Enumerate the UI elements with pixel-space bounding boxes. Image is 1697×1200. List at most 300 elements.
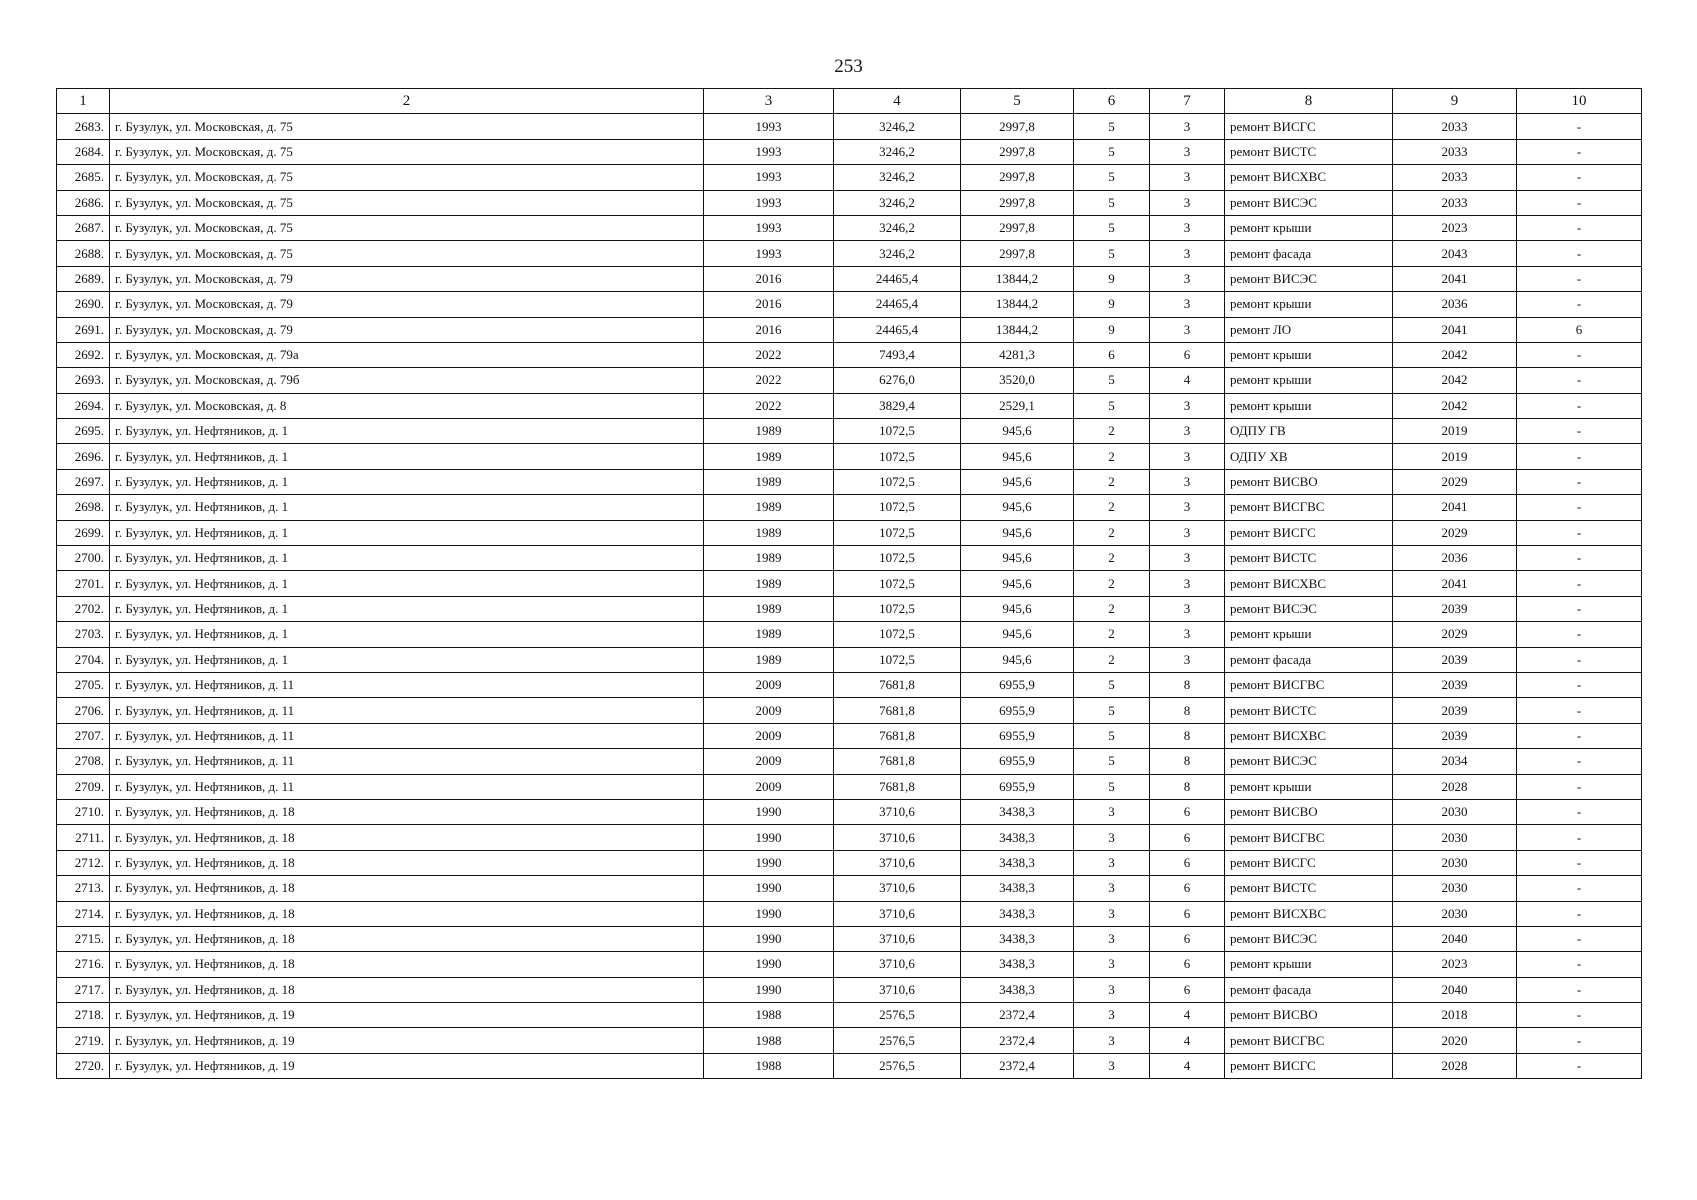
- address-cell: г. Бузулук, ул. Московская, д. 75: [110, 190, 704, 215]
- planned-year-cell: 2042: [1393, 342, 1517, 367]
- floors-cell: 3: [1074, 1003, 1150, 1028]
- total-area-cell: 3246,2: [834, 139, 961, 164]
- address-cell: г. Бузулук, ул. Нефтяников, д. 1: [110, 419, 704, 444]
- living-area-cell: 13844,2: [961, 292, 1074, 317]
- entrances-cell: 3: [1150, 469, 1225, 494]
- year-built-cell: 2016: [704, 317, 834, 342]
- floors-cell: 6: [1074, 342, 1150, 367]
- year-built-cell: 1993: [704, 215, 834, 240]
- living-area-cell: 6955,9: [961, 698, 1074, 723]
- work-type-cell: ремонт ВИСЭС: [1225, 749, 1393, 774]
- work-type-cell: ремонт ВИСТС: [1225, 546, 1393, 571]
- total-area-cell: 1072,5: [834, 419, 961, 444]
- table-body: [57, 114, 1642, 1079]
- year-built-cell: 1989: [704, 495, 834, 520]
- table-row: [57, 317, 1642, 342]
- floors-cell: 2: [1074, 495, 1150, 520]
- column-10-cell: -: [1517, 342, 1642, 367]
- total-area-cell: 3246,2: [834, 215, 961, 240]
- column-header-1: 1: [57, 89, 110, 114]
- year-built-cell: 1988: [704, 1003, 834, 1028]
- total-area-cell: 2576,5: [834, 1028, 961, 1053]
- total-area-cell: 1072,5: [834, 622, 961, 647]
- year-built-cell: 1990: [704, 926, 834, 951]
- living-area-cell: 3438,3: [961, 952, 1074, 977]
- entrances-cell: 3: [1150, 190, 1225, 215]
- living-area-cell: 2997,8: [961, 114, 1074, 139]
- living-area-cell: 3438,3: [961, 926, 1074, 951]
- row-number-cell: 2706.: [57, 698, 110, 723]
- row-number-cell: 2699.: [57, 520, 110, 545]
- row-number-cell: 2686.: [57, 190, 110, 215]
- total-area-cell: 3710,6: [834, 926, 961, 951]
- table-row: [57, 698, 1642, 723]
- floors-cell: 5: [1074, 698, 1150, 723]
- planned-year-cell: 2040: [1393, 977, 1517, 1002]
- column-10-cell: -: [1517, 1028, 1642, 1053]
- address-cell: г. Бузулук, ул. Нефтяников, д. 19: [110, 1053, 704, 1078]
- work-type-cell: ремонт ВИСВО: [1225, 799, 1393, 824]
- total-area-cell: 24465,4: [834, 317, 961, 342]
- work-type-cell: ремонт ЛО: [1225, 317, 1393, 342]
- column-10-cell: -: [1517, 241, 1642, 266]
- planned-year-cell: 2043: [1393, 241, 1517, 266]
- column-10-cell: -: [1517, 520, 1642, 545]
- entrances-cell: 3: [1150, 266, 1225, 291]
- planned-year-cell: 2039: [1393, 672, 1517, 697]
- year-built-cell: 1993: [704, 114, 834, 139]
- row-number-cell: 2696.: [57, 444, 110, 469]
- work-type-cell: ремонт крыши: [1225, 952, 1393, 977]
- living-area-cell: 3438,3: [961, 799, 1074, 824]
- living-area-cell: 945,6: [961, 495, 1074, 520]
- column-10-cell: -: [1517, 723, 1642, 748]
- planned-year-cell: 2030: [1393, 799, 1517, 824]
- address-cell: г. Бузулук, ул. Нефтяников, д. 11: [110, 723, 704, 748]
- work-type-cell: ремонт ВИСГВС: [1225, 825, 1393, 850]
- work-type-cell: ремонт крыши: [1225, 774, 1393, 799]
- floors-cell: 5: [1074, 165, 1150, 190]
- total-area-cell: 7493,4: [834, 342, 961, 367]
- planned-year-cell: 2023: [1393, 215, 1517, 240]
- table-row: [57, 368, 1642, 393]
- year-built-cell: 1990: [704, 850, 834, 875]
- year-built-cell: 2022: [704, 393, 834, 418]
- year-built-cell: 1989: [704, 469, 834, 494]
- work-type-cell: ремонт ВИСХВС: [1225, 723, 1393, 748]
- column-10-cell: -: [1517, 292, 1642, 317]
- year-built-cell: 2009: [704, 672, 834, 697]
- column-10-cell: -: [1517, 368, 1642, 393]
- column-10-cell: -: [1517, 876, 1642, 901]
- work-type-cell: ОДПУ ХВ: [1225, 444, 1393, 469]
- work-type-cell: ремонт фасада: [1225, 647, 1393, 672]
- entrances-cell: 8: [1150, 672, 1225, 697]
- living-area-cell: 945,6: [961, 596, 1074, 621]
- table-row: [57, 647, 1642, 672]
- living-area-cell: 13844,2: [961, 317, 1074, 342]
- living-area-cell: 2997,8: [961, 139, 1074, 164]
- column-10-cell: -: [1517, 139, 1642, 164]
- column-10-cell: -: [1517, 114, 1642, 139]
- entrances-cell: 6: [1150, 926, 1225, 951]
- entrances-cell: 3: [1150, 495, 1225, 520]
- address-cell: г. Бузулук, ул. Московская, д. 79: [110, 266, 704, 291]
- column-header-6: 6: [1074, 89, 1150, 114]
- living-area-cell: 2372,4: [961, 1053, 1074, 1078]
- table-row: [57, 622, 1642, 647]
- planned-year-cell: 2039: [1393, 723, 1517, 748]
- year-built-cell: 1990: [704, 977, 834, 1002]
- address-cell: г. Бузулук, ул. Нефтяников, д. 19: [110, 1028, 704, 1053]
- page-number: 253: [834, 56, 863, 77]
- planned-year-cell: 2041: [1393, 495, 1517, 520]
- total-area-cell: 3710,6: [834, 876, 961, 901]
- address-cell: г. Бузулук, ул. Нефтяников, д. 1: [110, 546, 704, 571]
- planned-year-cell: 2042: [1393, 393, 1517, 418]
- floors-cell: 2: [1074, 622, 1150, 647]
- address-cell: г. Бузулук, ул. Нефтяников, д. 18: [110, 850, 704, 875]
- column-10-cell: -: [1517, 190, 1642, 215]
- floors-cell: 2: [1074, 571, 1150, 596]
- floors-cell: 5: [1074, 215, 1150, 240]
- address-cell: г. Бузулук, ул. Московская, д. 8: [110, 393, 704, 418]
- year-built-cell: 1989: [704, 546, 834, 571]
- planned-year-cell: 2042: [1393, 368, 1517, 393]
- work-type-cell: ремонт ВИСГВС: [1225, 1028, 1393, 1053]
- total-area-cell: 3710,6: [834, 799, 961, 824]
- floors-cell: 3: [1074, 901, 1150, 926]
- table-row: [57, 749, 1642, 774]
- column-10-cell: -: [1517, 926, 1642, 951]
- column-10-cell: -: [1517, 647, 1642, 672]
- work-type-cell: ремонт крыши: [1225, 342, 1393, 367]
- table-row: [57, 977, 1642, 1002]
- total-area-cell: 7681,8: [834, 672, 961, 697]
- entrances-cell: 3: [1150, 622, 1225, 647]
- address-cell: г. Бузулук, ул. Московская, д. 79: [110, 317, 704, 342]
- table-row: [57, 419, 1642, 444]
- column-10-cell: -: [1517, 596, 1642, 621]
- planned-year-cell: 2033: [1393, 114, 1517, 139]
- living-area-cell: 4281,3: [961, 342, 1074, 367]
- row-number-cell: 2705.: [57, 672, 110, 697]
- floors-cell: 5: [1074, 723, 1150, 748]
- address-cell: г. Бузулук, ул. Нефтяников, д. 18: [110, 977, 704, 1002]
- entrances-cell: 6: [1150, 825, 1225, 850]
- year-built-cell: 1990: [704, 876, 834, 901]
- entrances-cell: 4: [1150, 1053, 1225, 1078]
- work-type-cell: ремонт крыши: [1225, 215, 1393, 240]
- year-built-cell: 1988: [704, 1028, 834, 1053]
- column-header-10: 10: [1517, 89, 1642, 114]
- work-type-cell: ремонт ВИСТС: [1225, 139, 1393, 164]
- floors-cell: 3: [1074, 876, 1150, 901]
- address-cell: г. Бузулук, ул. Нефтяников, д. 11: [110, 698, 704, 723]
- table-row: [57, 342, 1642, 367]
- address-cell: г. Бузулук, ул. Нефтяников, д. 18: [110, 901, 704, 926]
- living-area-cell: 945,6: [961, 546, 1074, 571]
- entrances-cell: 3: [1150, 114, 1225, 139]
- year-built-cell: 1993: [704, 165, 834, 190]
- row-number-cell: 2711.: [57, 825, 110, 850]
- total-area-cell: 7681,8: [834, 749, 961, 774]
- column-header-2: 2: [110, 89, 704, 114]
- planned-year-cell: 2030: [1393, 825, 1517, 850]
- row-number-cell: 2689.: [57, 266, 110, 291]
- address-cell: г. Бузулук, ул. Московская, д. 75: [110, 139, 704, 164]
- work-type-cell: ремонт ВИСГС: [1225, 114, 1393, 139]
- row-number-cell: 2687.: [57, 215, 110, 240]
- living-area-cell: 3520,0: [961, 368, 1074, 393]
- living-area-cell: 6955,9: [961, 672, 1074, 697]
- table-row: [57, 774, 1642, 799]
- year-built-cell: 1990: [704, 901, 834, 926]
- entrances-cell: 3: [1150, 215, 1225, 240]
- work-type-cell: ремонт ВИСХВС: [1225, 901, 1393, 926]
- year-built-cell: 2022: [704, 368, 834, 393]
- table-row: [57, 723, 1642, 748]
- table-row: [57, 444, 1642, 469]
- year-built-cell: 2009: [704, 749, 834, 774]
- floors-cell: 9: [1074, 317, 1150, 342]
- floors-cell: 2: [1074, 647, 1150, 672]
- year-built-cell: 1993: [704, 190, 834, 215]
- entrances-cell: 6: [1150, 876, 1225, 901]
- floors-cell: 2: [1074, 520, 1150, 545]
- entrances-cell: 3: [1150, 165, 1225, 190]
- entrances-cell: 4: [1150, 1003, 1225, 1028]
- living-area-cell: 3438,3: [961, 901, 1074, 926]
- living-area-cell: 2372,4: [961, 1003, 1074, 1028]
- column-10-cell: -: [1517, 419, 1642, 444]
- planned-year-cell: 2029: [1393, 622, 1517, 647]
- column-10-cell: -: [1517, 266, 1642, 291]
- living-area-cell: 2372,4: [961, 1028, 1074, 1053]
- total-area-cell: 1072,5: [834, 546, 961, 571]
- table-row: [57, 546, 1642, 571]
- row-number-cell: 2692.: [57, 342, 110, 367]
- planned-year-cell: 2040: [1393, 926, 1517, 951]
- floors-cell: 2: [1074, 469, 1150, 494]
- planned-year-cell: 2041: [1393, 571, 1517, 596]
- row-number-cell: 2690.: [57, 292, 110, 317]
- address-cell: г. Бузулук, ул. Московская, д. 75: [110, 241, 704, 266]
- floors-cell: 2: [1074, 596, 1150, 621]
- table-row: [57, 393, 1642, 418]
- entrances-cell: 4: [1150, 368, 1225, 393]
- floors-cell: 2: [1074, 546, 1150, 571]
- work-type-cell: ремонт крыши: [1225, 393, 1393, 418]
- living-area-cell: 2997,8: [961, 241, 1074, 266]
- year-built-cell: 1990: [704, 825, 834, 850]
- row-number-cell: 2714.: [57, 901, 110, 926]
- floors-cell: 5: [1074, 190, 1150, 215]
- row-number-cell: 2698.: [57, 495, 110, 520]
- column-header-9: 9: [1393, 89, 1517, 114]
- work-type-cell: ремонт ВИСЭС: [1225, 596, 1393, 621]
- row-number-cell: 2719.: [57, 1028, 110, 1053]
- table-row: [57, 1003, 1642, 1028]
- entrances-cell: 6: [1150, 977, 1225, 1002]
- work-type-cell: ремонт ВИСВО: [1225, 1003, 1393, 1028]
- planned-year-cell: 2039: [1393, 647, 1517, 672]
- year-built-cell: 1989: [704, 444, 834, 469]
- work-type-cell: ОДПУ ГВ: [1225, 419, 1393, 444]
- year-built-cell: 2016: [704, 266, 834, 291]
- year-built-cell: 2022: [704, 342, 834, 367]
- year-built-cell: 2016: [704, 292, 834, 317]
- row-number-cell: 2700.: [57, 546, 110, 571]
- address-cell: г. Бузулук, ул. Нефтяников, д. 18: [110, 952, 704, 977]
- total-area-cell: 7681,8: [834, 723, 961, 748]
- living-area-cell: 945,6: [961, 520, 1074, 545]
- address-cell: г. Бузулук, ул. Нефтяников, д. 18: [110, 799, 704, 824]
- planned-year-cell: 2030: [1393, 901, 1517, 926]
- column-10-cell: 6: [1517, 317, 1642, 342]
- total-area-cell: 3710,6: [834, 952, 961, 977]
- planned-year-cell: 2030: [1393, 850, 1517, 875]
- living-area-cell: 2997,8: [961, 215, 1074, 240]
- floors-cell: 5: [1074, 749, 1150, 774]
- entrances-cell: 3: [1150, 647, 1225, 672]
- living-area-cell: 13844,2: [961, 266, 1074, 291]
- row-number-cell: 2708.: [57, 749, 110, 774]
- living-area-cell: 945,6: [961, 622, 1074, 647]
- entrances-cell: 3: [1150, 596, 1225, 621]
- floors-cell: 5: [1074, 774, 1150, 799]
- planned-year-cell: 2033: [1393, 139, 1517, 164]
- total-area-cell: 1072,5: [834, 520, 961, 545]
- floors-cell: 9: [1074, 292, 1150, 317]
- total-area-cell: 2576,5: [834, 1053, 961, 1078]
- work-type-cell: ремонт фасада: [1225, 241, 1393, 266]
- work-type-cell: ремонт ВИСЭС: [1225, 190, 1393, 215]
- table-row: [57, 799, 1642, 824]
- living-area-cell: 945,6: [961, 647, 1074, 672]
- work-type-cell: ремонт ВИСТС: [1225, 698, 1393, 723]
- floors-cell: 3: [1074, 1053, 1150, 1078]
- column-10-cell: -: [1517, 825, 1642, 850]
- floors-cell: 5: [1074, 114, 1150, 139]
- year-built-cell: 1989: [704, 419, 834, 444]
- column-10-cell: -: [1517, 165, 1642, 190]
- floors-cell: 2: [1074, 444, 1150, 469]
- work-type-cell: ремонт ВИСХВС: [1225, 571, 1393, 596]
- address-cell: г. Бузулук, ул. Нефтяников, д. 11: [110, 749, 704, 774]
- year-built-cell: 1989: [704, 520, 834, 545]
- floors-cell: 5: [1074, 139, 1150, 164]
- row-number-cell: 2710.: [57, 799, 110, 824]
- table-header-row: [57, 89, 1642, 114]
- floors-cell: 3: [1074, 799, 1150, 824]
- entrances-cell: 3: [1150, 292, 1225, 317]
- total-area-cell: 3246,2: [834, 114, 961, 139]
- work-type-cell: ремонт ВИСТС: [1225, 876, 1393, 901]
- row-number-cell: 2685.: [57, 165, 110, 190]
- entrances-cell: 3: [1150, 139, 1225, 164]
- table-row: [57, 215, 1642, 240]
- address-cell: г. Бузулук, ул. Нефтяников, д. 19: [110, 1003, 704, 1028]
- entrances-cell: 3: [1150, 393, 1225, 418]
- column-10-cell: -: [1517, 774, 1642, 799]
- total-area-cell: 6276,0: [834, 368, 961, 393]
- planned-year-cell: 2033: [1393, 165, 1517, 190]
- entrances-cell: 8: [1150, 723, 1225, 748]
- table-row: [57, 596, 1642, 621]
- living-area-cell: 3438,3: [961, 876, 1074, 901]
- column-header-7: 7: [1150, 89, 1225, 114]
- planned-year-cell: 2019: [1393, 444, 1517, 469]
- work-type-cell: ремонт крыши: [1225, 292, 1393, 317]
- table-row: [57, 241, 1642, 266]
- work-type-cell: ремонт ВИСГС: [1225, 520, 1393, 545]
- column-header-4: 4: [834, 89, 961, 114]
- table-row: [57, 850, 1642, 875]
- table-row: [57, 1028, 1642, 1053]
- work-type-cell: ремонт ВИСГС: [1225, 1053, 1393, 1078]
- floors-cell: 5: [1074, 368, 1150, 393]
- table-row: [57, 292, 1642, 317]
- planned-year-cell: 2028: [1393, 1053, 1517, 1078]
- living-area-cell: 6955,9: [961, 723, 1074, 748]
- year-built-cell: 1988: [704, 1053, 834, 1078]
- table-row: [57, 825, 1642, 850]
- column-10-cell: -: [1517, 393, 1642, 418]
- planned-year-cell: 2034: [1393, 749, 1517, 774]
- living-area-cell: 3438,3: [961, 850, 1074, 875]
- year-built-cell: 2009: [704, 774, 834, 799]
- entrances-cell: 8: [1150, 698, 1225, 723]
- address-cell: г. Бузулук, ул. Московская, д. 79: [110, 292, 704, 317]
- table-row: [57, 520, 1642, 545]
- entrances-cell: 3: [1150, 571, 1225, 596]
- address-cell: г. Бузулук, ул. Нефтяников, д. 1: [110, 596, 704, 621]
- floors-cell: 9: [1074, 266, 1150, 291]
- living-area-cell: 945,6: [961, 419, 1074, 444]
- address-cell: г. Бузулук, ул. Московская, д. 75: [110, 114, 704, 139]
- table-row: [57, 952, 1642, 977]
- living-area-cell: 3438,3: [961, 825, 1074, 850]
- living-area-cell: 945,6: [961, 469, 1074, 494]
- column-header-8: 8: [1225, 89, 1393, 114]
- work-type-cell: ремонт крыши: [1225, 622, 1393, 647]
- row-number-cell: 2712.: [57, 850, 110, 875]
- address-cell: г. Бузулук, ул. Нефтяников, д. 1: [110, 444, 704, 469]
- planned-year-cell: 2041: [1393, 266, 1517, 291]
- address-cell: г. Бузулук, ул. Нефтяников, д. 1: [110, 571, 704, 596]
- table-row: [57, 165, 1642, 190]
- row-number-cell: 2701.: [57, 571, 110, 596]
- column-10-cell: -: [1517, 799, 1642, 824]
- row-number-cell: 2688.: [57, 241, 110, 266]
- planned-year-cell: 2029: [1393, 469, 1517, 494]
- floors-cell: 3: [1074, 850, 1150, 875]
- total-area-cell: 3246,2: [834, 241, 961, 266]
- living-area-cell: 3438,3: [961, 977, 1074, 1002]
- row-number-cell: 2697.: [57, 469, 110, 494]
- row-number-cell: 2720.: [57, 1053, 110, 1078]
- total-area-cell: 3246,2: [834, 190, 961, 215]
- total-area-cell: 1072,5: [834, 444, 961, 469]
- table-row: [57, 901, 1642, 926]
- table-row: [57, 1053, 1642, 1078]
- year-built-cell: 2009: [704, 698, 834, 723]
- floors-cell: 2: [1074, 419, 1150, 444]
- entrances-cell: 3: [1150, 241, 1225, 266]
- total-area-cell: 1072,5: [834, 596, 961, 621]
- row-number-cell: 2702.: [57, 596, 110, 621]
